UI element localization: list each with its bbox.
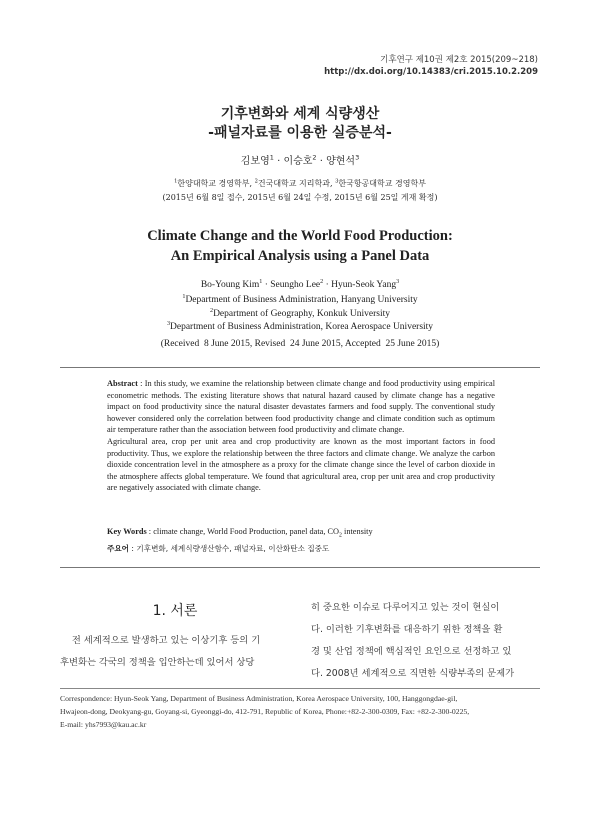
english-authors: Bo-Young Kim$^1$ · Seungho Lee$^2$ · Hyun-Seok Yang$^3$ [200,278,400,290]
body-line: 후변화는 각국의 정책을 입안하는데 있어서 상당 [60,657,255,668]
footnote-line: E-mail: yhs7993@kau.ac.kr [60,720,147,729]
body-line: 다. 이러한 기후변화를 대응하기 위한 정책을 환 [311,624,503,635]
english-author: Bo-Young Kim [200,280,260,290]
body-line: 전 세계적으로 발생하고 있는 이상기후 등의 기 [60,635,261,646]
korean-keywords: 주요어 : 기후변화, 세계식량생산함수, 패널자료, 이산화탄소 집중도 [107,544,330,553]
english-affiliation-2: $^2$Department of Geography, Konkuk University [209,307,390,319]
abstract-bottom-rule [60,567,540,568]
english-affiliation-3: $^3$Department of Business Administration, Korea Aerospace University [166,320,434,332]
korean-author: 김보영 [240,156,270,167]
english-dates: (Received 8 June 2015, Revised 24 June 2015, Accepted 25 June 2015) [160,339,440,349]
doi-link[interactable]: http://dx.doi.org/10.14383/cri.2015.10.2.209 [324,67,538,77]
body-right-column [311,597,543,685]
abstract-paragraph-1: Abstract : In this study, we examine the relationship between climate change and food productivity using empirical econometric methods. The existing literature shows that natural hazard caused by climate change has a negative impact on food productivity since the natural disaster devastates farmers and food supply. The conventional study however considered only the correlation between food productivity change and climate condition such as optimum air temperature rather than the association between food productivity and climate change. [107,379,495,435]
keywords-label: Key Words [107,527,147,536]
correspondence-footnote [60,692,540,731]
footnote-rule [60,688,540,689]
korean-keywords-label: 주요어 [107,544,130,553]
korean-authors: 김보영$^1$ · 이승호$^2$ · 양현석$^3$ [240,153,360,167]
body-line: 히 중요한 이슈로 다루어지고 있는 것이 현실이 [311,602,500,613]
body-line: 다. 2008년 세계적으로 직면한 식량부족의 문제가 [311,668,515,679]
english-author: Hyun-Seok Yang [331,280,397,290]
korean-author: 양현석 [326,156,356,167]
english-title-line2: An Empirical Analysis using a Panel Data [170,248,430,264]
section-heading: 1. 서론 [152,603,198,619]
footnote-line: Correspondence: Hyun-Seok Yang, Department of Business Administration, Korea Aerospace University, 100, Hanggongdae-gil, [60,694,458,703]
korean-dates: (2015년 6월 8일 접수, 2015년 6월 24일 수정, 2015년 6월 25일 게재 확정) [162,193,438,202]
korean-affiliations: $^1$한양대학교 경영학부, $^2$건국대학교 지리학과, $^3$한국항공대학교 경영학부 [174,178,426,188]
abstract [107,378,495,494]
journal-citation: 기후연구 제10권 제2호 2015(209~218) [380,55,538,65]
korean-title-line1: 기후변화와 세계 식량생산 [220,106,380,122]
body-line: 경 및 산업 정책에 핵심적인 요인으로 선정하고 있 [311,646,512,657]
korean-author: 이승호 [283,156,313,167]
abstract-top-rule [60,367,540,368]
footnote-line: Hwajeon-dong, Deokyang-gu, Goyang-si, Gyeonggi-do, 412-791, Republic of Korea, Phone:+82-2-300-0309, Fax: +82-2-300-0225, [60,707,470,716]
keywords: Key Words : climate change, World Food Production, panel data, $CO_2$ intensity [107,527,373,539]
english-author: Seungho Lee [270,280,321,290]
abstract-paragraph-2: Agricultural area, crop per unit area and crop productivity are known as the most important factors in food productivity. Thus, we explore the relationship between the three factors and climate change. We analyze the carbon dioxide concentration level in the atmosphere as a proxy for the climate change since the level of carbon dioxide in the atmosphere affects global temperature. We found that agricultural area, crop per unit area and crop productivity are negatively associated with climate change. [107,436,495,493]
korean-title-line2: -패널자료를 이용한 실증분석- [208,125,392,141]
english-title-line1: Climate Change and the World Food Production: [147,228,453,244]
english-affiliation-1: $^1$Department of Business Administration, Hanyang University [182,293,418,305]
body-left-column [60,630,292,674]
abstract-label: Abstract [107,379,138,388]
